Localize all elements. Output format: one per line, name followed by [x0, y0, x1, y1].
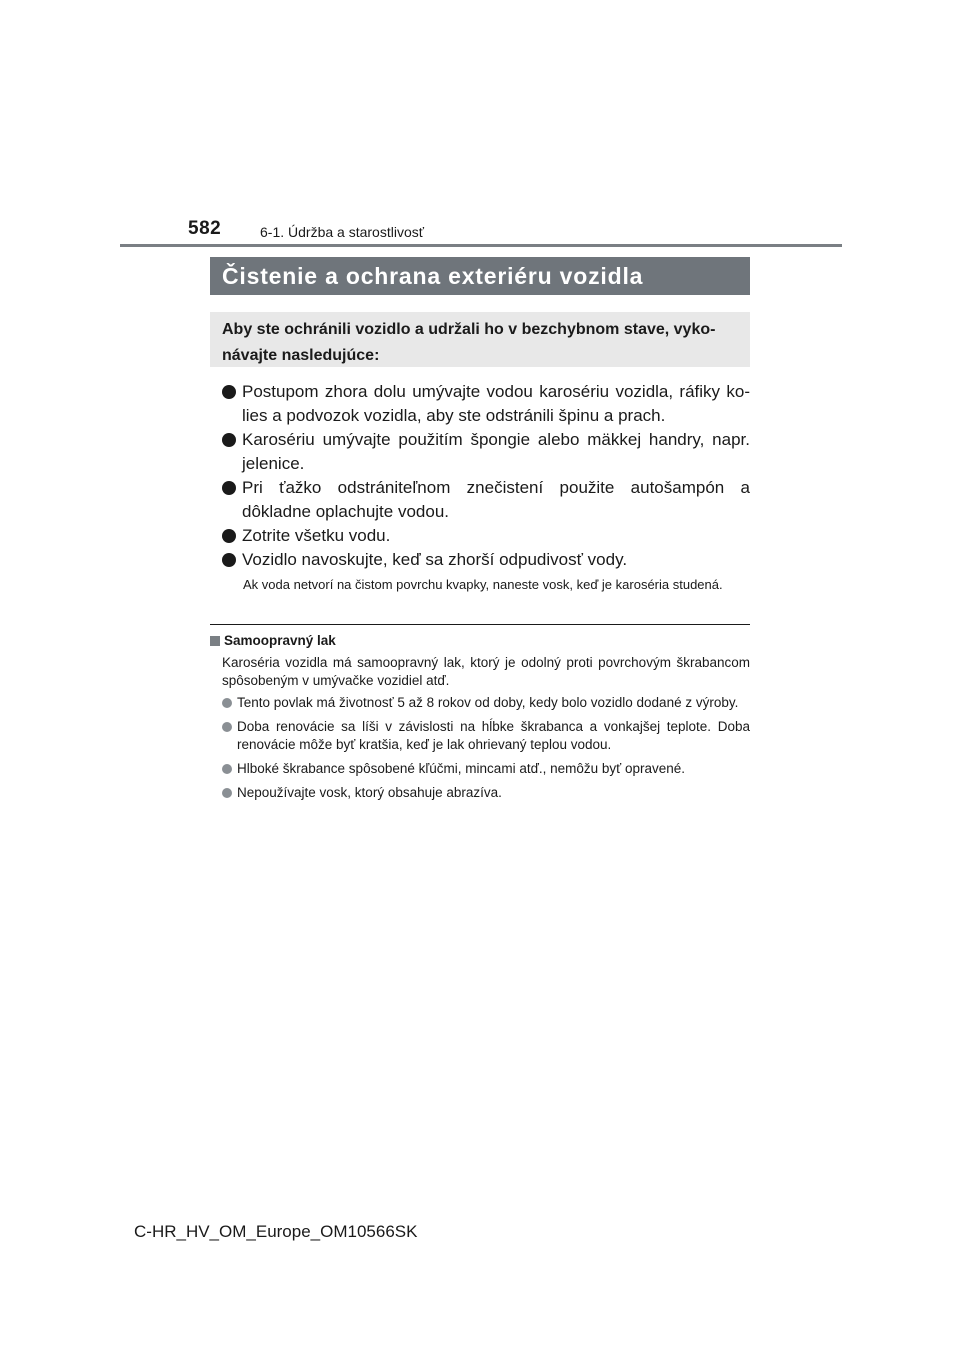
list-item: Postupom zhora dolu umývajte vodou karosériu vozidla, ráfiky ko-lies a podvozok vozidla, aby ste odstránili špinu a prach.	[222, 380, 750, 428]
section-reference: 6-1. Údržba a starostlivosť	[260, 224, 424, 240]
bullet-icon	[222, 788, 232, 798]
bullet-icon	[222, 385, 236, 399]
intro-text: Aby ste ochránili vozidlo a udržali ho v bezchybnom stave, vyko-návajte nasledujúce:	[222, 321, 716, 364]
title-bar	[210, 257, 750, 295]
bullet-icon	[222, 698, 232, 708]
header-divider	[120, 244, 842, 247]
bullet-icon	[222, 722, 232, 732]
subsection-heading: Samoopravný lak	[210, 633, 336, 648]
section-divider	[210, 624, 750, 625]
list-item: Nepoužívajte vosk, ktorý obsahuje abrazíva.	[222, 784, 750, 802]
list-item: Hlboké škrabance spôsobené kľúčmi, mincami atď., nemôžu byť opravené.	[222, 760, 750, 778]
page-title: Čistenie a ochrana exteriéru vozidla	[222, 262, 644, 289]
list-item: Pri ťažko odstrániteľnom znečistení použite autošampón a dôkladne oplachujte vodou.	[222, 476, 750, 524]
bullet-icon	[222, 764, 232, 774]
note-text: Ak voda netvorí na čistom povrchu kvapky, naneste vosk, keď je karoséria studená.	[243, 577, 723, 592]
list-item: Vozidlo navoskujte, keď sa zhorší odpudivosť vody.	[222, 548, 750, 572]
bullet-icon	[222, 553, 236, 567]
bullet-icon	[222, 433, 236, 447]
subsection-body: Karoséria vozidla má samoopravný lak, ktorý je odolný proti povrchovým škrabancom spôsobeným v umývačke vozidiel atď.	[222, 655, 750, 688]
bullet-icon	[222, 481, 236, 495]
list-item: Doba renovácie sa líši v závislosti na hĺbke škrabanca a vonkajšej teplote. Doba renovácie môže byť kratšia, keď je lak ohrievaný teplou vodou.	[222, 718, 750, 754]
subsection-list	[222, 694, 750, 808]
instruction-list	[222, 380, 750, 572]
square-marker-icon	[210, 636, 220, 646]
page-number: 582	[188, 218, 222, 239]
bullet-icon	[222, 529, 236, 543]
list-item: Zotrite všetku vodu.	[222, 524, 750, 548]
list-item: Karosériu umývajte použitím špongie alebo mäkkej handry, napr. jelenice.	[222, 428, 750, 476]
footer-doc-id: C-HR_HV_OM_Europe_OM10566SK	[134, 1222, 418, 1241]
intro-box	[210, 312, 750, 367]
list-item: Tento povlak má životnosť 5 až 8 rokov od doby, kedy bolo vozidlo dodané z výroby.	[222, 694, 750, 712]
